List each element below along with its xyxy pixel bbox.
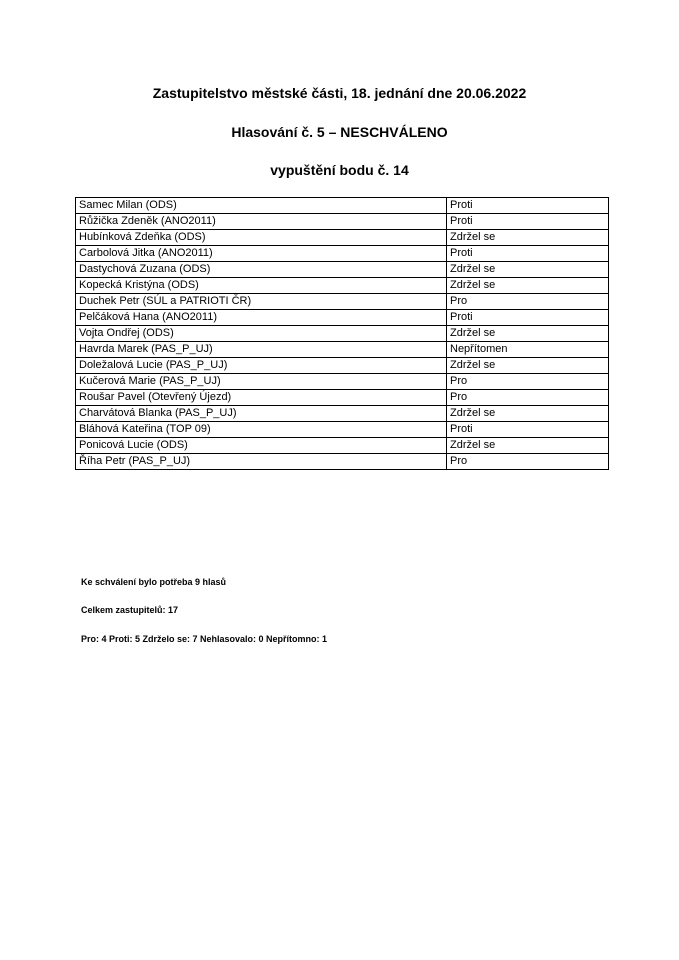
vote-subject: vypuštění bodu č. 14	[270, 162, 409, 178]
member-name: Kopecká Kristýna (ODS)	[76, 278, 447, 294]
table-row	[76, 246, 609, 262]
member-vote: Proti	[447, 310, 609, 326]
member-name: Hubínková Zdeňka (ODS)	[76, 230, 447, 246]
vote-tally: Pro: 4 Proti: 5 Zdrželo se: 7 Nehlasovalo: 0 Nepřítomno: 1	[81, 634, 328, 644]
member-vote: Pro	[447, 454, 609, 470]
member-vote: Zdržel se	[447, 358, 609, 374]
member-vote: Zdržel se	[447, 326, 609, 342]
member-vote: Pro	[447, 374, 609, 390]
table-row	[76, 454, 609, 470]
member-vote: Zdržel se	[447, 438, 609, 454]
member-vote: Proti	[447, 246, 609, 262]
table-row	[76, 422, 609, 438]
table-row	[76, 198, 609, 214]
member-name: Charvátová Blanka (PAS_P_UJ)	[76, 406, 447, 422]
member-vote: Proti	[447, 422, 609, 438]
member-name: Říha Petr (PAS_P_UJ)	[76, 454, 447, 470]
member-vote: Zdržel se	[447, 262, 609, 278]
table-row	[76, 326, 609, 342]
member-vote: Pro	[447, 390, 609, 406]
member-name: Havrda Marek (PAS_P_UJ)	[76, 342, 447, 358]
member-vote: Proti	[447, 198, 609, 214]
member-name: Dastychová Zuzana (ODS)	[76, 262, 447, 278]
table-row	[76, 294, 609, 310]
member-name: Kučerová Marie (PAS_P_UJ)	[76, 374, 447, 390]
table-row	[76, 310, 609, 326]
table-row	[76, 438, 609, 454]
table-row	[76, 214, 609, 230]
member-name: Vojta Ondřej (ODS)	[76, 326, 447, 342]
member-vote: Zdržel se	[447, 278, 609, 294]
document-title: Zastupitelstvo městské části, 18. jednání dne 20.06.2022	[152, 85, 527, 101]
table-row	[76, 358, 609, 374]
member-name: Pelčáková Hana (ANO2011)	[76, 310, 447, 326]
member-name: Bláhová Kateřina (TOP 09)	[76, 422, 447, 438]
member-vote: Nepřítomen	[447, 342, 609, 358]
member-vote: Pro	[447, 294, 609, 310]
member-vote: Proti	[447, 214, 609, 230]
votes-table	[75, 197, 609, 470]
member-name: Ponicová Lucie (ODS)	[76, 438, 447, 454]
member-name: Samec Milan (ODS)	[76, 198, 447, 214]
total-members: Celkem zastupitelů: 17	[81, 605, 179, 615]
table-row	[76, 390, 609, 406]
table-row	[76, 278, 609, 294]
member-vote: Zdržel se	[447, 230, 609, 246]
table-row	[76, 262, 609, 278]
member-name: Roušar Pavel (Otevřený Újezd)	[76, 390, 447, 406]
member-name: Carbolová Jitka (ANO2011)	[76, 246, 447, 262]
member-vote: Zdržel se	[447, 406, 609, 422]
table-row	[76, 342, 609, 358]
member-name: Duchek Petr (SÚL a PATRIOTI ČR)	[76, 294, 447, 310]
vote-heading: Hlasování č. 5 – NESCHVÁLENO	[231, 124, 448, 140]
table-row	[76, 406, 609, 422]
member-name: Doležalová Lucie (PAS_P_UJ)	[76, 358, 447, 374]
member-name: Růžička Zdeněk (ANO2011)	[76, 214, 447, 230]
table-row	[76, 230, 609, 246]
required-votes-note: Ke schválení bylo potřeba 9 hlasů	[81, 577, 227, 587]
table-row	[76, 374, 609, 390]
